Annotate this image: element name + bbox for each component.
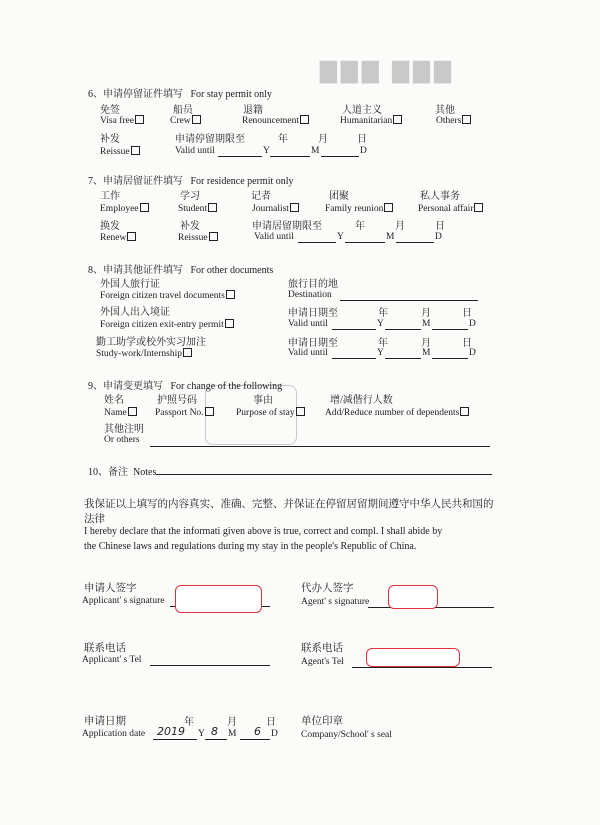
s7-label-zh: 月 <box>395 221 405 232</box>
declaration-zh-line-2: 法律 <box>84 514 105 525</box>
s9-label-zh: 姓名 <box>104 395 124 406</box>
s7-option-student[interactable]: Student <box>178 203 217 214</box>
s7-option-renew[interactable]: Renew <box>100 232 136 243</box>
s8-date-zh: 申请日期至 <box>288 308 338 319</box>
seal-zh: 单位印章 <box>301 716 343 727</box>
s8-year-field[interactable] <box>332 329 376 330</box>
s6-day-field[interactable] <box>321 156 359 157</box>
date-m-label: M <box>228 729 237 739</box>
application-date-month-field[interactable] <box>205 739 227 740</box>
checkbox[interactable] <box>183 348 192 357</box>
s6-d-label: D <box>360 146 367 156</box>
s8-d-label: D <box>469 319 476 329</box>
s8-nian-2: 年 <box>378 338 388 349</box>
s8-m-label: M <box>422 319 431 329</box>
s8-d-label-2: D <box>469 348 476 358</box>
declaration-en-line-2: the Chinese laws and regulations during my stay in the people's Republic of China. <box>84 541 417 552</box>
s6-option-crew[interactable]: Crew <box>170 115 201 126</box>
checkbox[interactable] <box>226 290 235 299</box>
s8-date-zh-2: 申请日期至 <box>288 338 338 349</box>
s8-ri: 日 <box>462 308 472 319</box>
s9-label-zh: 护照号码 <box>157 395 197 406</box>
s9-other-zh: 其他注明 <box>104 424 144 435</box>
section-7-heading: 7、申请居留证件填写 For residence permit only <box>88 176 294 187</box>
s7-label-zh: 团聚 <box>329 191 349 202</box>
s8-valid-until-label: Valid until <box>288 319 328 329</box>
s7-label-zh: 记者 <box>251 191 271 202</box>
section-9-heading: 9、申请变更填写 For change of the following <box>88 381 283 392</box>
s7-option-personal-affair[interactable]: Personal affair <box>418 203 483 214</box>
faint-background-print: ▇▇▇ ▇▇▇ <box>320 58 456 83</box>
s8-y-label-2: Y <box>377 348 384 358</box>
s7-d-label: D <box>435 232 442 242</box>
s6-year-field[interactable] <box>218 156 262 157</box>
date-yue: 月 <box>227 717 237 728</box>
agent-tel-redaction <box>366 648 460 667</box>
checkbox[interactable] <box>128 407 137 416</box>
s6-m-label: M <box>311 146 320 156</box>
s8-destination-field[interactable] <box>340 300 478 301</box>
notes-field[interactable] <box>156 474 492 475</box>
s7-option-family-reunion[interactable]: Family reunion <box>325 203 393 214</box>
s9-other-label: Or others <box>104 435 140 445</box>
s6-option-visa-free[interactable]: Visa free <box>100 115 144 126</box>
s8-day-field[interactable] <box>432 329 468 330</box>
s6-label-zh: 补发 <box>100 134 120 145</box>
agent-tel-field[interactable] <box>352 667 492 668</box>
s6-label-zh: 船员 <box>173 105 193 116</box>
checkbox[interactable] <box>208 203 217 212</box>
application-date-label: Application date <box>82 729 146 739</box>
s7-valid-until-label: Valid until <box>254 232 294 242</box>
s6-option-humanitarian[interactable]: Humanitarian <box>340 115 402 126</box>
s8-destination-label: Destination <box>288 290 332 300</box>
application-date-year-value: 2019 <box>157 725 185 738</box>
checkbox[interactable] <box>192 115 201 124</box>
s9-option-add-reduce[interactable]: Add/Reduce number of dependents <box>325 407 469 418</box>
s9-option-name[interactable]: Name <box>104 407 137 418</box>
s8-travel-doc-zh: 外国人旅行证 <box>100 279 160 290</box>
section-8-heading: 8、申请其他证件填写 For other documents <box>88 265 274 276</box>
s7-option-employee[interactable]: Employee <box>100 203 149 214</box>
applicant-tel-zh: 联系电话 <box>84 643 126 654</box>
checkbox[interactable] <box>205 407 214 416</box>
agent-tel-label: Agent's Tel <box>301 657 344 667</box>
s7-label-zh: 补发 <box>180 221 200 232</box>
s6-label-zh: 日 <box>357 134 367 145</box>
s7-month-field[interactable] <box>345 242 385 243</box>
s7-option-reissue[interactable]: Reissue <box>178 232 218 243</box>
checkbox[interactable] <box>131 146 140 155</box>
checkbox[interactable] <box>290 203 299 212</box>
s6-option-others[interactable]: Others <box>436 115 471 126</box>
checkbox[interactable] <box>300 115 309 124</box>
s8-y-label: Y <box>377 319 384 329</box>
checkbox[interactable] <box>225 319 234 328</box>
date-ri: 日 <box>266 717 276 728</box>
s6-label-zh: 年 <box>278 134 288 145</box>
checkbox[interactable] <box>460 407 469 416</box>
s9-label-zh: 事由 <box>253 395 273 406</box>
s6-label-zh: 人道主义 <box>342 105 382 116</box>
s6-option-reissue[interactable]: Reissue <box>100 146 140 157</box>
s7-label-zh: 换发 <box>100 221 120 232</box>
date-nian: 年 <box>184 717 194 728</box>
agent-signature-label: Agent' s signature <box>301 597 370 607</box>
application-date-day-value: 6 <box>254 725 261 738</box>
s9-label-zh: 增/减偕行人数 <box>330 395 393 406</box>
s7-m-label: M <box>386 232 395 242</box>
application-date-month-value: 8 <box>211 725 218 738</box>
s7-label-zh: 日 <box>435 221 445 232</box>
s8-exit-entry-zh: 外国人出入境证 <box>100 307 170 318</box>
s8-yue: 月 <box>421 308 431 319</box>
s9-option-purpose-of-stay[interactable]: Purpose of stay <box>236 407 305 418</box>
s6-label-zh: 其他 <box>435 105 455 116</box>
s6-label-zh: 免签 <box>100 105 120 116</box>
s7-option-journalist[interactable]: Journalist <box>252 203 299 214</box>
s7-label-zh: 学习 <box>180 191 200 202</box>
date-d-label: D <box>271 729 278 739</box>
s6-option-renouncement[interactable]: Renouncement <box>242 115 309 126</box>
s7-y-label: Y <box>337 232 344 242</box>
checkbox[interactable] <box>474 203 483 212</box>
checkbox[interactable] <box>393 115 402 124</box>
seal-label: Company/School' s seal <box>301 730 392 740</box>
s9-option-passport-no[interactable]: Passport No. <box>155 407 214 418</box>
applicant-signature-zh: 申请人签字 <box>84 583 137 594</box>
s8-day-field-2[interactable] <box>432 358 468 359</box>
s8-yue-2: 月 <box>421 338 431 349</box>
date-y-label: Y <box>198 729 205 739</box>
checkbox[interactable] <box>384 203 393 212</box>
s7-label-zh: 申请居留期限至 <box>252 221 322 232</box>
agent-signature-redaction <box>388 585 438 609</box>
s7-label-zh: 私人事务 <box>420 191 460 202</box>
s6-y-label: Y <box>263 146 270 156</box>
s9-other-field[interactable] <box>150 446 490 447</box>
section-6-heading: 6、申请停留证件填写 For stay permit only <box>88 89 272 100</box>
application-date-day-field[interactable] <box>240 739 270 740</box>
s7-label-zh: 年 <box>355 221 365 232</box>
agent-tel-zh: 联系电话 <box>301 643 343 654</box>
s8-m-label-2: M <box>422 348 431 358</box>
checkbox[interactable] <box>296 407 305 416</box>
application-date-zh: 申请日期 <box>84 716 126 727</box>
checkbox[interactable] <box>462 115 471 124</box>
declaration-zh-line-1: 我保证以上填写的内容真实、准确、完整、并保证在停留居留期间遵守中华人民共和国的 <box>84 499 494 510</box>
s8-valid-until-label-2: Valid until <box>288 348 328 358</box>
s8-month-field[interactable] <box>385 329 421 330</box>
checkbox[interactable] <box>140 203 149 212</box>
s8-option-travel-doc[interactable]: Foreign citizen travel documents <box>100 290 235 301</box>
s8-option-exit-entry[interactable]: Foreign citizen exit-entry permit <box>100 319 234 330</box>
checkbox[interactable] <box>127 232 136 241</box>
checkbox[interactable] <box>209 232 218 241</box>
applicant-tel-label: Applicant' s Tel <box>82 655 142 665</box>
s6-valid-until-label: Valid until <box>175 146 215 156</box>
section-10-heading: 10、备注 Notes <box>88 467 157 478</box>
s8-option-study-work[interactable]: Study-work/Internship <box>96 348 192 359</box>
s6-label-zh: 月 <box>318 134 328 145</box>
s7-year-field[interactable] <box>298 242 336 243</box>
applicant-signature-label: Applicant' s signature <box>82 596 165 606</box>
declaration-en-line-1: I hereby declare that the informati given above is true, correct and compl. I shall abide by <box>84 526 443 537</box>
s7-label-zh: 工作 <box>100 191 120 202</box>
applicant-tel-field[interactable] <box>150 665 270 666</box>
s7-day-field[interactable] <box>396 242 434 243</box>
s8-nian: 年 <box>378 308 388 319</box>
s8-study-work-zh: 勤工助学或校外实习加注 <box>96 337 206 348</box>
s6-label-zh: 退籍 <box>243 105 263 116</box>
s8-month-field-2[interactable] <box>385 358 421 359</box>
s8-year-field-2[interactable] <box>332 358 376 359</box>
checkbox[interactable] <box>135 115 144 124</box>
s6-label-zh: 申请停留期限至 <box>175 134 245 145</box>
application-date-year-field[interactable] <box>153 739 197 740</box>
applicant-signature-redaction <box>175 585 262 613</box>
agent-signature-zh: 代办人签字 <box>301 583 354 594</box>
s6-month-field[interactable] <box>270 156 310 157</box>
s8-ri-2: 日 <box>462 338 472 349</box>
s8-destination-zh: 旅行目的地 <box>288 279 338 290</box>
